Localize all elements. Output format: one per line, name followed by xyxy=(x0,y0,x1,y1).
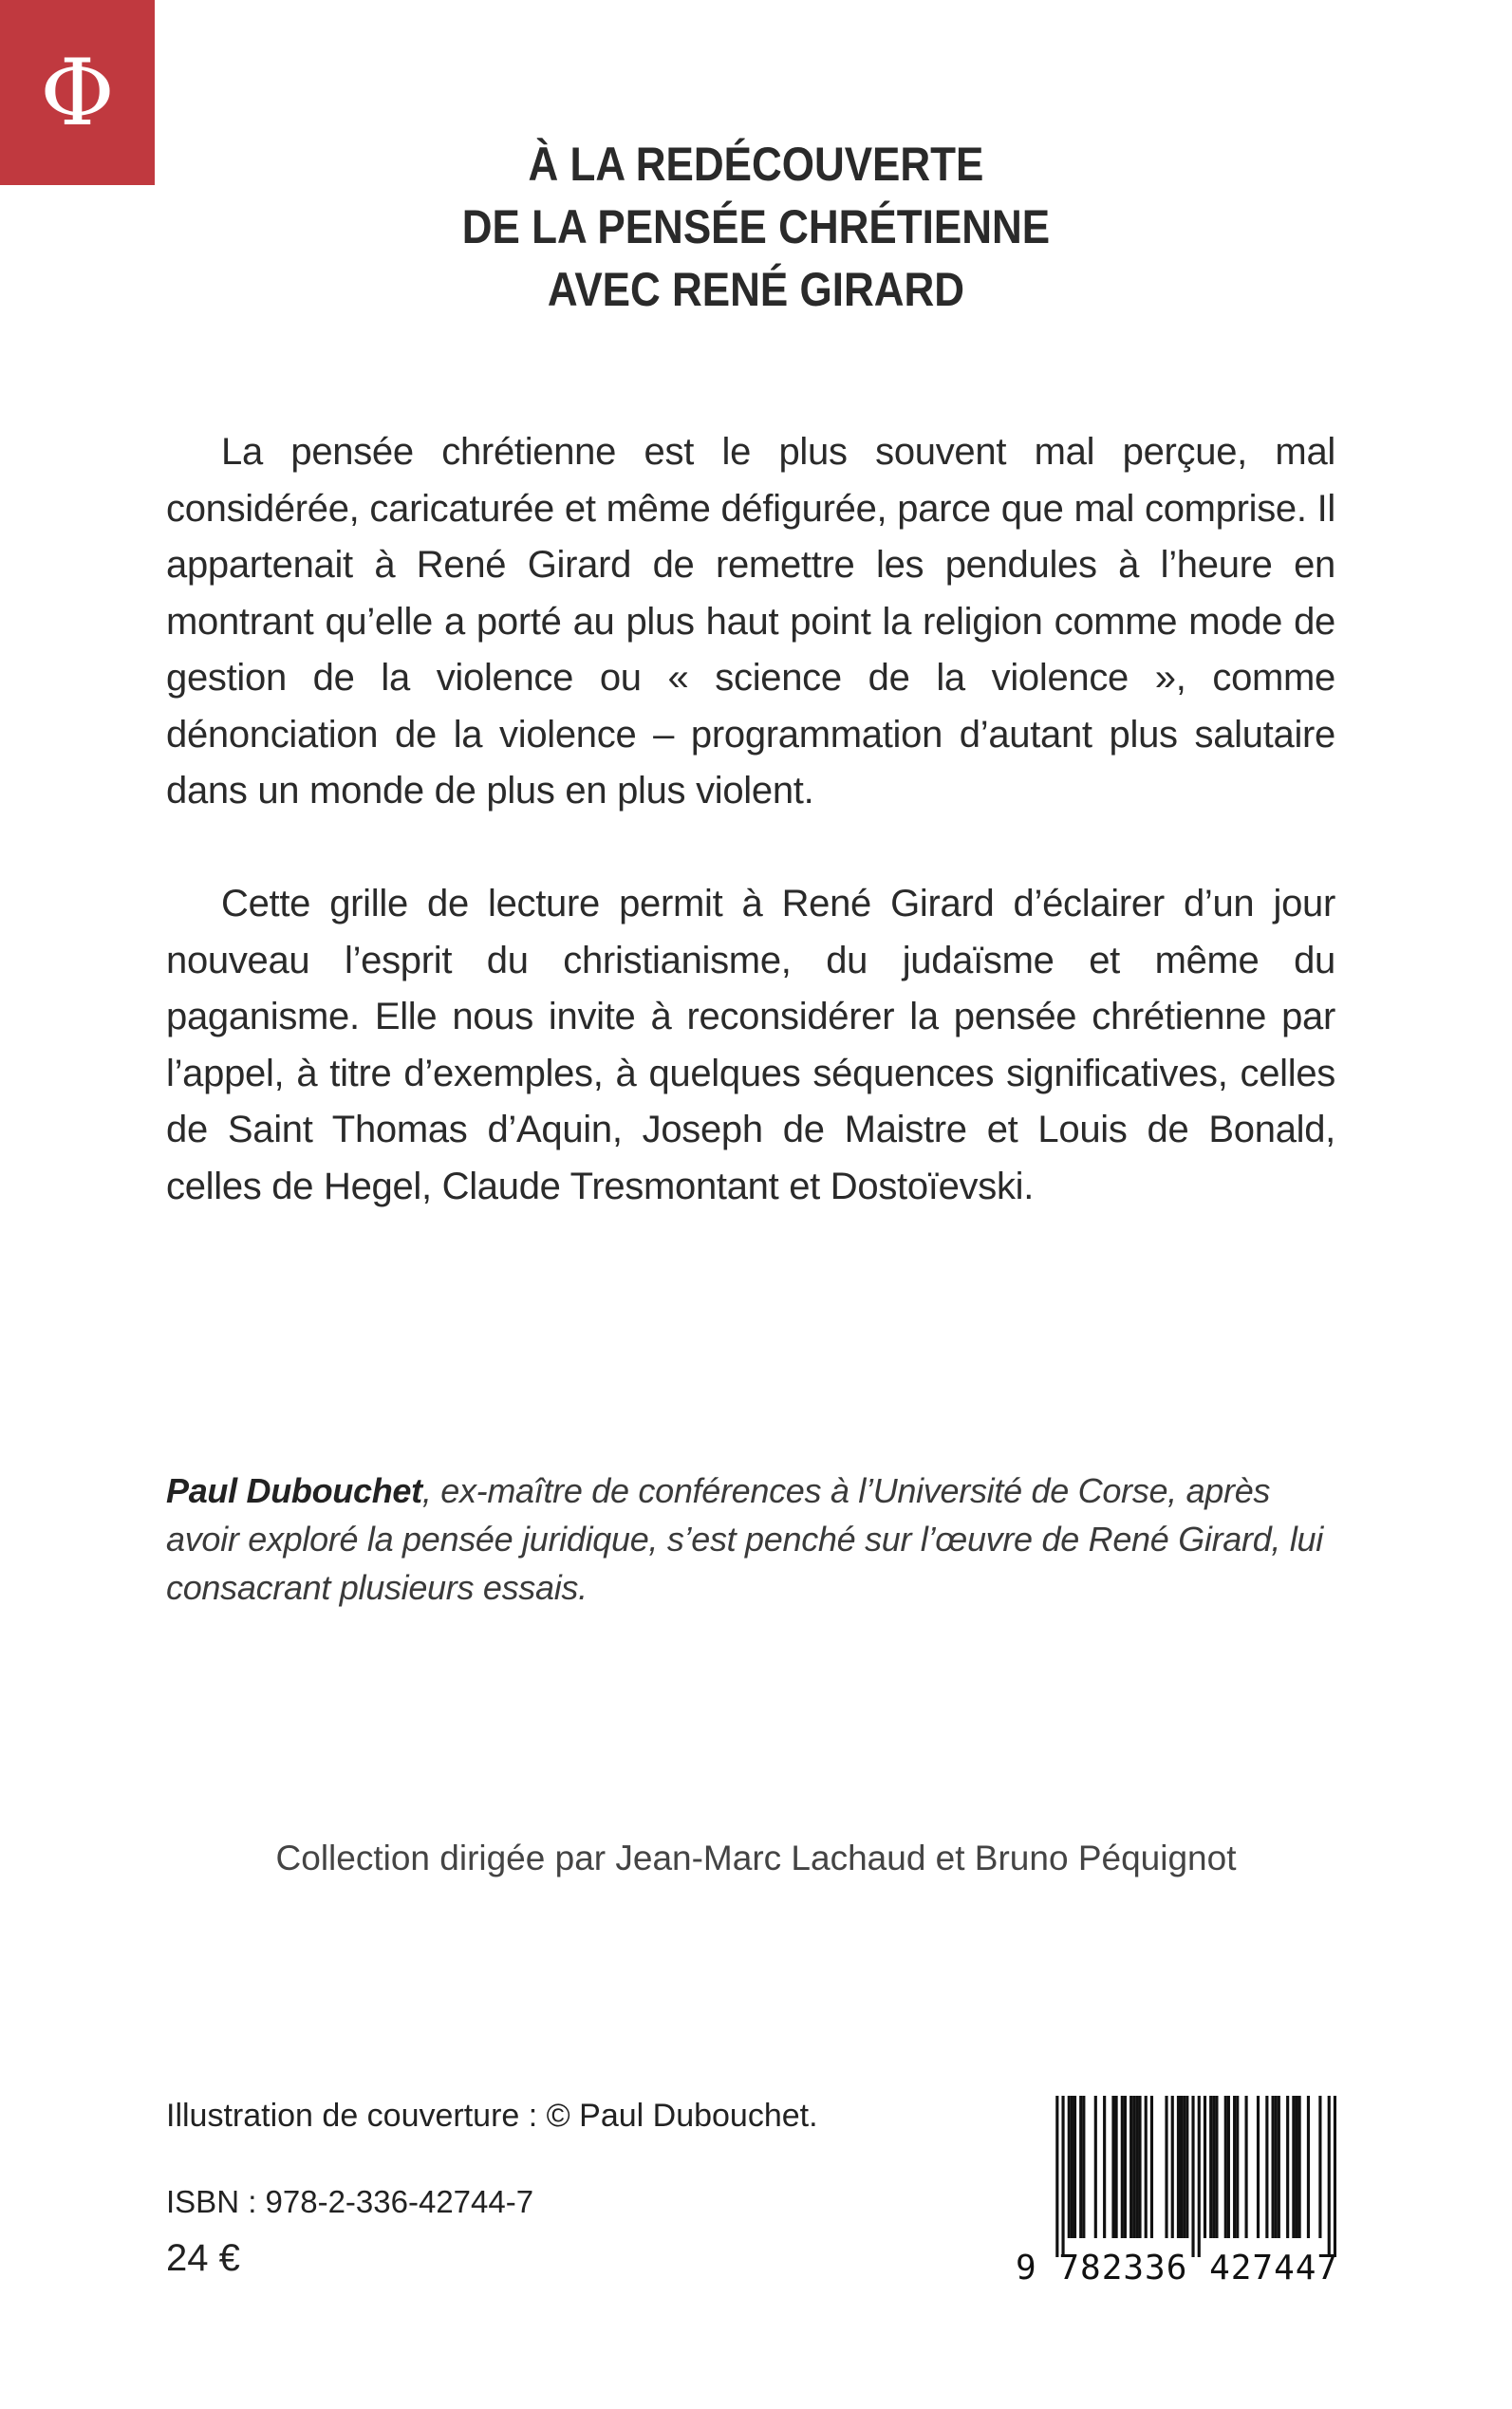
barcode-bar xyxy=(1068,2096,1071,2238)
barcode-bar xyxy=(1244,2096,1247,2238)
barcode-bar xyxy=(1171,2096,1174,2238)
barcode-bar xyxy=(1318,2096,1321,2238)
barcode-bar xyxy=(1115,2096,1118,2238)
illustration-credit: Illustration de couverture : © Paul Dubouchet. xyxy=(166,2098,818,2134)
barcode-bar xyxy=(1204,2096,1206,2238)
barcode-bar xyxy=(1236,2096,1239,2238)
barcode-bar xyxy=(1135,2096,1138,2238)
title-line-1: À LA REDÉCOUVERTE xyxy=(528,138,984,191)
barcode-bar xyxy=(1275,2096,1278,2238)
barcode-bar xyxy=(1165,2096,1167,2238)
barcode-bar xyxy=(1212,2096,1215,2238)
barcode-bar xyxy=(1071,2096,1073,2238)
barcode-bar xyxy=(1272,2096,1275,2238)
phi-logo-icon: Φ xyxy=(40,39,115,146)
barcode-bar xyxy=(1129,2096,1132,2238)
barcode-bar xyxy=(1103,2096,1106,2238)
barcode-bar xyxy=(1298,2096,1301,2238)
author-bio-text: , ex-maître de conférences à l’Université de Corse, après avoir exploré la pensée juridique, s’est penché sur l’œuvre de René Girard, lui consacrant plusieurs essais. xyxy=(166,1471,1323,1607)
barcode-bar xyxy=(1233,2096,1236,2238)
isbn: ISBN : 978-2-336-42744-7 xyxy=(166,2184,534,2219)
barcode-bar xyxy=(1079,2096,1082,2238)
barcode-bar xyxy=(1061,2096,1064,2257)
barcode-bar xyxy=(1224,2096,1227,2238)
barcode-bar xyxy=(1111,2096,1114,2238)
book-title xyxy=(91,133,1422,321)
barcode-bar xyxy=(1286,2096,1289,2238)
barcode-bar xyxy=(1209,2096,1212,2238)
barcode-bar xyxy=(1198,2096,1201,2257)
barcode-bar xyxy=(1185,2096,1188,2238)
barcode-bar xyxy=(1082,2096,1085,2238)
barcode-bars xyxy=(1023,2096,1336,2257)
paragraph-text: La pensée chrétienne est le plus souvent mal perçue, mal considérée, caricaturée et même défigurée, parce que mal comprise. Il appartenait à René Girard de remettre les pendules à l’heure en montrant qu’elle a porté au plus haut point la religion comme mode de gestion de la violence ou « science de la violence », comme dénonciation de la violence – programmation d’autant plus salutaire dans un monde de plus en plus violent. xyxy=(166,431,1335,812)
author-bio xyxy=(166,1466,1335,1612)
barcode-bar xyxy=(1215,2096,1218,2238)
barcode-bar xyxy=(1055,2096,1058,2257)
barcode-bar xyxy=(1124,2096,1127,2238)
barcode-bar xyxy=(1138,2096,1141,2238)
barcode-bar xyxy=(1227,2096,1230,2238)
barcode-bar xyxy=(1292,2096,1295,2238)
barcode-digits: 9 782336 427447 xyxy=(1016,2249,1339,2288)
barcode-bar xyxy=(1307,2096,1310,2238)
barcode-bar xyxy=(1191,2096,1194,2257)
barcode-bar xyxy=(1094,2096,1097,2238)
blurb-paragraph-2 xyxy=(166,876,1335,1215)
title-line-2: DE LA PENSÉE CHRÉTIENNE xyxy=(461,200,1051,253)
barcode-bar xyxy=(1121,2096,1124,2238)
barcode-bar xyxy=(1180,2096,1183,2238)
barcode-bar xyxy=(1257,2096,1260,2238)
barcode-bar xyxy=(1265,2096,1268,2238)
barcode-bar xyxy=(1073,2096,1076,2238)
barcode-bar xyxy=(1295,2096,1297,2238)
blurb-paragraph-1 xyxy=(166,424,1335,820)
barcode-bar xyxy=(1132,2096,1135,2238)
title-line-3: AVEC RENÉ GIRARD xyxy=(547,263,965,316)
barcode-bar xyxy=(1177,2096,1180,2238)
barcode-bar xyxy=(1278,2096,1280,2238)
barcode-bar xyxy=(1150,2096,1153,2238)
barcode-bar xyxy=(1145,2096,1148,2238)
barcode-bar xyxy=(1328,2096,1331,2257)
collection-credit: Collection dirigée par Jean-Marc Lachaud et Bruno Péquignot xyxy=(275,1839,1237,1877)
barcode-bar xyxy=(1183,2096,1185,2238)
author-name: Paul Dubouchet xyxy=(166,1471,422,1510)
price: 24 € xyxy=(166,2237,240,2279)
barcode-bar xyxy=(1334,2096,1336,2257)
barcode xyxy=(1016,2096,1338,2286)
paragraph-text: Cette grille de lecture permit à René Girard d’éclairer d’un jour nouveau l’esprit du christianisme, du judaïsme et même du paganisme. Elle nous invite à reconsidérer la pensée chrétienne par l’appel, à titre d’exemples, à quelques séquences significatives, celles de Saint Thomas d’Aquin, Joseph de Maistre et Louis de Bonald, celles de Hegel, Claude Tresmontant et Dostoïevski. xyxy=(166,883,1335,1207)
